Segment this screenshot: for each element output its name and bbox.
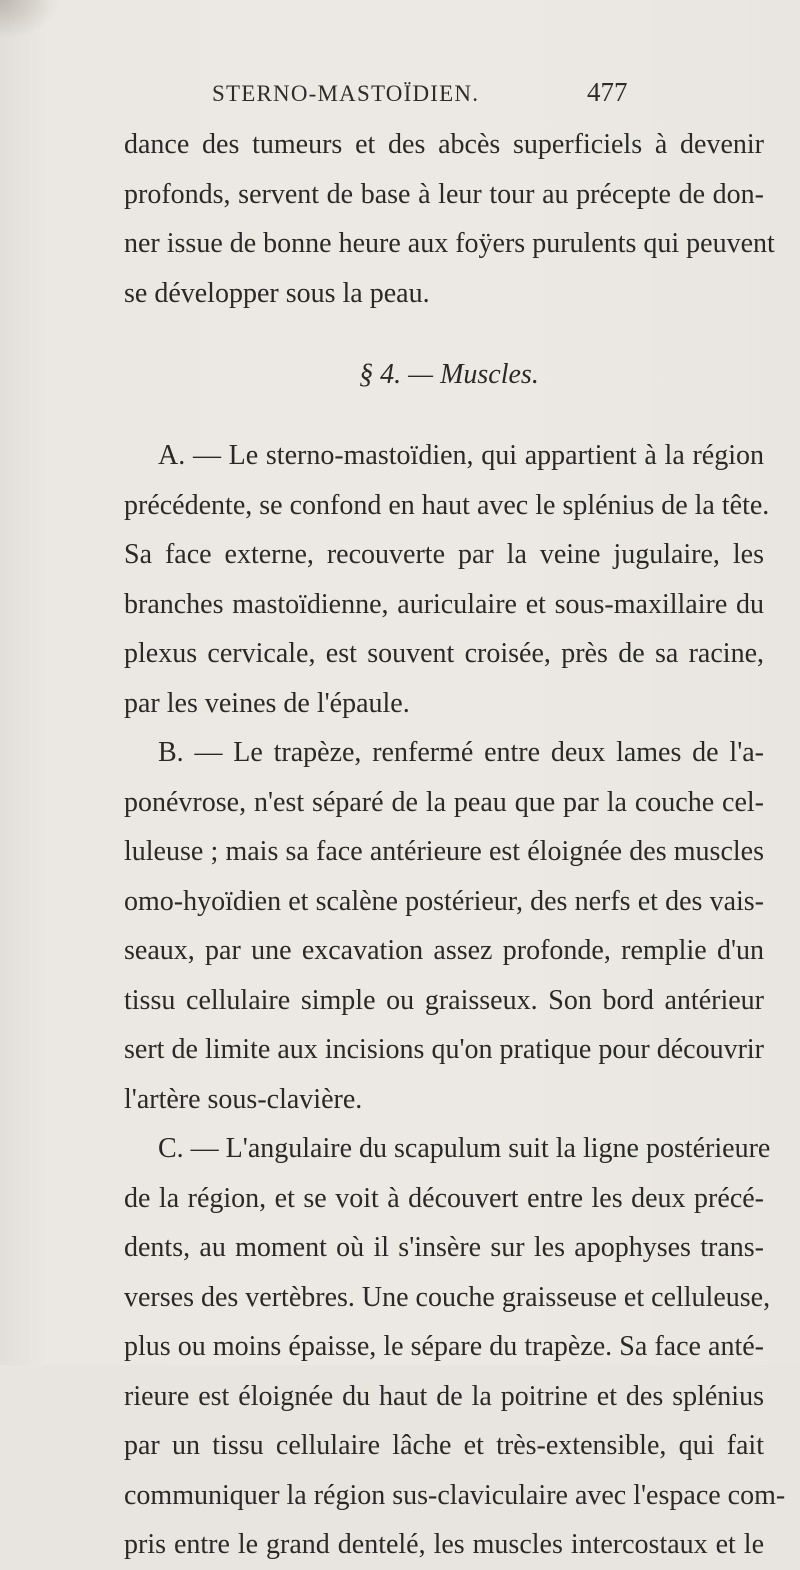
text-line: se développer sous la peau. — [124, 277, 430, 309]
text-line: omo-hyoïdien et scalène postérieur, des nerfs et des vais- — [124, 885, 764, 917]
running-title: STERNO-MASTOÏDIEN. — [212, 81, 480, 106]
page-corner-shadow — [0, 0, 60, 40]
text-line: ner issue de bonne heure aux foÿers purulents qui peuvent — [124, 228, 775, 259]
text-line: sert de limite aux incisions qu'on pratique pour découvrir — [124, 1034, 764, 1065]
spacer — [124, 411, 764, 431]
text-line: précédente, se confond en haut avec le splénius de la tête. — [124, 489, 770, 521]
body-text — [124, 120, 786, 1570]
text-line: de la région, et se voit à découvert entre les deux précé- — [124, 1182, 764, 1214]
text-line: luleuse ; mais sa face antérieure est éloignée des muscles — [124, 836, 764, 867]
paragraph-b-start: B. — Le trapèze, renfermé entre deux lames de l'a- — [158, 737, 764, 768]
text-line: branches mastoïdienne, auriculaire et sous-maxillaire du — [124, 588, 764, 620]
page-number: 477 — [587, 77, 628, 107]
text-line: Sa face externe, recouverte par la veine jugulaire, les — [124, 539, 764, 570]
paragraph-a-start: A. — Le sterno-mastoïdien, qui appartient à la région — [158, 440, 764, 471]
text-line: dents, au moment où il s'insère sur les apophyses trans- — [124, 1232, 764, 1263]
text-line: communiquer la région sus-claviculaire avec l'espace com- — [124, 1479, 786, 1511]
section-heading: § 4. — Muscles. — [359, 359, 539, 390]
text-line: ponévrose, n'est séparé de la peau que par la couche cel- — [124, 786, 764, 818]
text-line: l'artère sous-clavière. — [124, 1083, 363, 1115]
text-line: tissu cellulaire simple ou graisseux. Son bord antérieur — [124, 984, 764, 1016]
text-line: profonds, servent de base à leur tour au précepte de don- — [124, 178, 764, 210]
spacer — [124, 318, 764, 338]
text-line: plus ou moins épaisse, le sépare du trapèze. Sa face anté- — [124, 1331, 764, 1362]
text-line: par un tissu cellulaire lâche et très-extensible, qui fait — [124, 1430, 764, 1461]
running-head — [0, 77, 800, 115]
text-line: dance des tumeurs et des abcès superficiels à devenir — [124, 129, 764, 160]
paragraph-c-start: C. — L'angulaire du scapulum suit la ligne postérieure — [158, 1133, 771, 1164]
text-line: par les veines de l'épaule. — [124, 687, 410, 719]
text-line: rieure est éloignée du haut de la poitrine et des splénius — [124, 1380, 764, 1412]
text-line: plexus cervicale, est souvent croisée, près de sa racine, — [124, 638, 764, 669]
text-line: seaux, par une excavation assez profonde, remplie d'un — [124, 935, 764, 966]
text-line: pris entre le grand dentelé, les muscles intercostaux et le — [124, 1529, 764, 1560]
text-line: verses des vertèbres. Une couche graisseuse et celluleuse, — [124, 1281, 771, 1313]
